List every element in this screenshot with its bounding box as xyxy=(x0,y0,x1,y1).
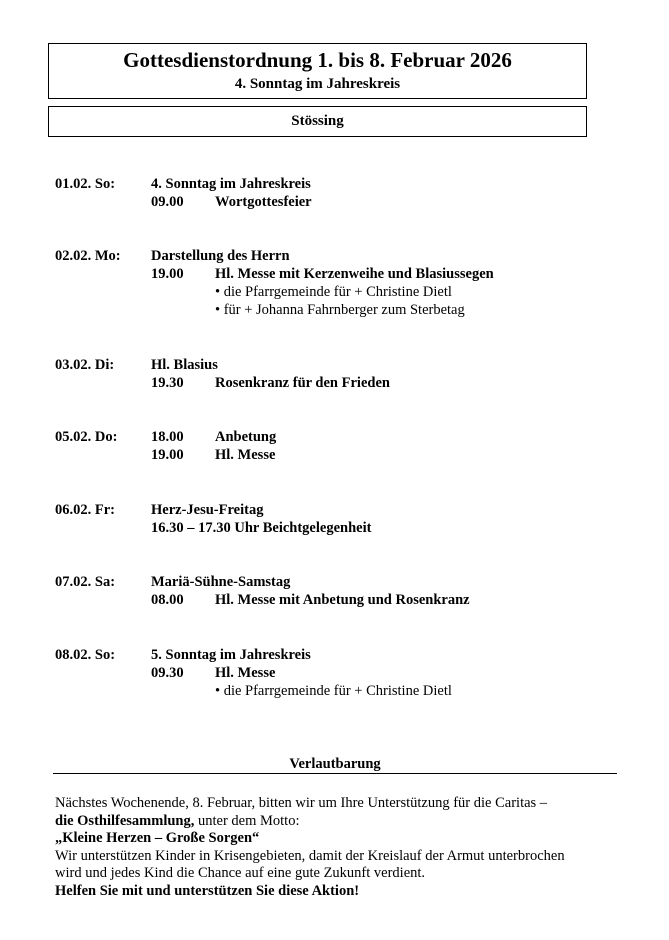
service-time: 19.00 xyxy=(151,447,184,463)
announcement-closing: Helfen Sie mit und unterstützen Sie diese Aktion! xyxy=(55,882,360,899)
entry-date: 02.02. Mo: xyxy=(55,248,121,264)
announcement-line: wird und jedes Kind die Chance auf eine gute Zukunft verdient. xyxy=(55,865,426,881)
announcement-line: Nächstes Wochenende, 8. Februar, bitten wir um Ihre Unterstützung für die Caritas – xyxy=(55,795,548,811)
page-title: Gottesdienstordnung 1. bis 8. Februar 2026 xyxy=(123,48,512,72)
entry-date: 05.02. Do: xyxy=(55,429,118,445)
entry-occasion: Darstellung des Herrn xyxy=(151,248,290,264)
entry-date: 08.02. So: xyxy=(55,647,116,663)
service-title: Hl. Messe mit Kerzenweihe und Blasiussegen xyxy=(215,266,494,282)
mass-intention: • die Pfarrgemeinde für + Christine Dietl xyxy=(215,683,452,699)
service-time: 19.00 xyxy=(151,266,184,282)
announcement-line xyxy=(55,813,635,831)
service-title: Wortgottesfeier xyxy=(215,194,312,210)
collection-name: die Osthilfesammlung, xyxy=(55,812,195,829)
service-time: 09.00 xyxy=(151,194,184,210)
service-title: Rosenkranz für den Frieden xyxy=(215,375,390,391)
service-title: Hl. Messe xyxy=(215,447,276,463)
place-box xyxy=(48,106,587,137)
entry-occasion: Herz-Jesu-Freitag xyxy=(151,502,264,518)
page-subtitle: 4. Sonntag im Jahreskreis xyxy=(234,76,401,92)
entry-occasion: 4. Sonntag im Jahreskreis xyxy=(151,176,311,192)
announcement-body xyxy=(55,795,635,900)
entry-date: 06.02. Fr: xyxy=(55,502,115,518)
announcement-motto: „Kleine Herzen – Große Sorgen“ xyxy=(55,830,260,846)
title-box xyxy=(48,43,587,99)
service-time: 08.00 xyxy=(151,592,184,608)
service-time: 18.00 xyxy=(151,429,184,445)
entry-occasion: Mariä-Sühne-Samstag xyxy=(151,574,291,590)
mass-intention: • die Pfarrgemeinde für + Christine Dietl xyxy=(215,284,452,300)
entry-date: 07.02. Sa: xyxy=(55,574,116,590)
service-time: 09.30 xyxy=(151,665,184,681)
mass-intention: • für + Johanna Fahrnberger zum Sterbetag xyxy=(215,302,465,318)
announcement-divider xyxy=(53,773,617,774)
entry-occasion: Hl. Blasius xyxy=(151,357,218,373)
place-name: Stössing xyxy=(291,113,344,129)
entry-occasion: 5. Sonntag im Jahreskreis xyxy=(151,647,311,663)
service-title: Hl. Messe mit Anbetung und Rosenkranz xyxy=(215,592,470,608)
confession-note: 16.30 – 17.30 Uhr Beichtgelegenheit xyxy=(151,520,372,536)
service-time: 19.30 xyxy=(151,375,184,391)
service-title: Hl. Messe xyxy=(215,665,276,681)
announcement-heading: Verlautbarung xyxy=(289,756,381,772)
entry-date: 01.02. So: xyxy=(55,176,116,192)
announcement-line: Wir unterstützen Kinder in Krisengebieten, damit der Kreislauf der Armut unterbrochen xyxy=(55,847,565,864)
entry-date: 03.02. Di: xyxy=(55,357,115,373)
announcement-text: unter dem Motto: xyxy=(194,812,300,829)
service-title: Anbetung xyxy=(215,429,277,445)
